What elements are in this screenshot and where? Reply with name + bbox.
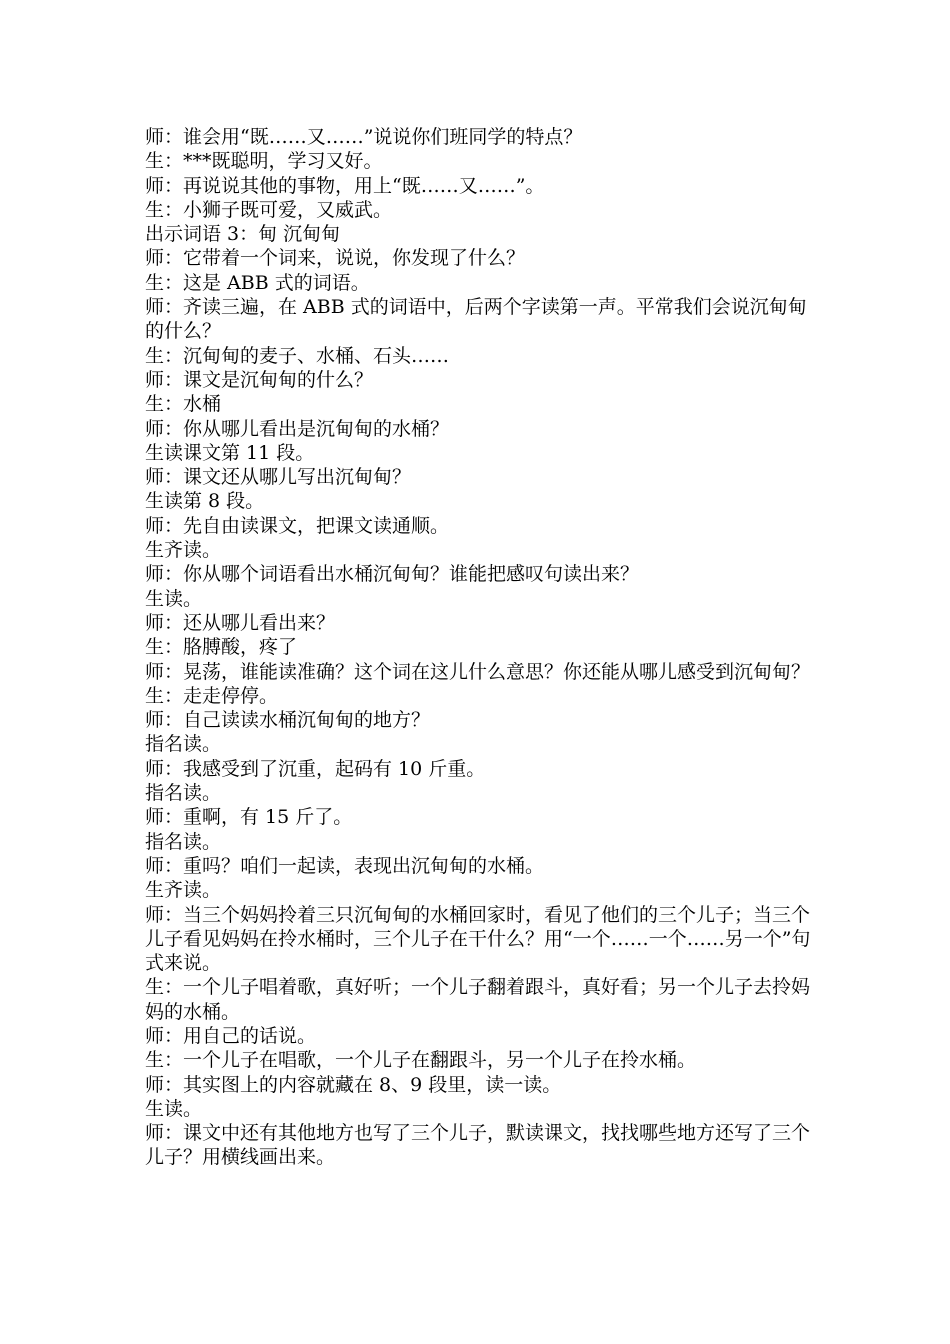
paragraph: 师：当三个妈妈拎着三只沉甸甸的水桶回家时，看见了他们的三个儿子；当三个儿子看见妈妈在拎水桶时，三个儿子在干什么？用“一个……一个……另一个”句式来说。 <box>145 903 811 975</box>
paragraph: 生读课文第 11 段。 <box>145 441 315 464</box>
paragraph: 师：晃荡，谁能读准确？这个词在这儿什么意思？你还能从哪儿感受到沉甸甸？ <box>145 660 811 683</box>
paragraph: 师：齐读三遍，在 ABB 式的词语中，后两个字读第一声。平常我们会说沉甸甸的什么？ <box>145 296 807 343</box>
paragraph: 师：课文是沉甸甸的什么？ <box>145 368 374 391</box>
paragraph: 师：重吗？咱们一起读，表现出沉甸甸的水桶。 <box>145 854 545 877</box>
paragraph: 师：其实图上的内容就藏在 8、9 段里，读一读。 <box>145 1073 562 1096</box>
paragraph: 师：我感受到了沉重，起码有 10 斤重。 <box>145 757 486 780</box>
paragraph: 生读第 8 段。 <box>145 490 265 513</box>
paragraph: 师：谁会用“既……又……”说说你们班同学的特点？ <box>145 126 583 148</box>
paragraph: 师：再说说其他的事物，用上“既……又……”。 <box>145 174 545 197</box>
paragraph: 师：先自由读课文，把课文读通顺。 <box>145 514 450 537</box>
paragraph: 师：用自己的话说。 <box>145 1024 317 1047</box>
paragraph: 生读。 <box>145 587 203 610</box>
paragraph: 生：沉甸甸的麦子、水桶、石头…… <box>145 344 450 367</box>
paragraph: 生：这是 ABB 式的词语。 <box>145 271 370 294</box>
paragraph: 生：一个儿子唱着歌，真好听；一个儿子翻着跟斗，真好看；另一个儿子去拎妈妈的水桶。 <box>145 976 811 1023</box>
paragraph: 指名读。 <box>145 782 222 805</box>
paragraph: 师：你从哪个词语看出水桶沉甸甸？谁能把感叹句读出来？ <box>145 563 640 586</box>
paragraph: 师：自己读读水桶沉甸甸的地方？ <box>145 709 431 732</box>
paragraph: 生齐读。 <box>145 879 222 902</box>
paragraph: 师：还从哪儿看出来？ <box>145 611 336 634</box>
paragraph: 生：***既聪明，学习又好。 <box>145 150 383 173</box>
paragraph: 师：它带着一个词来，说说，你发现了什么？ <box>145 247 526 270</box>
paragraph: 师：课文还从哪儿写出沉甸甸？ <box>145 466 412 489</box>
paragraph: 师：你从哪儿看出是沉甸甸的水桶？ <box>145 417 450 440</box>
paragraph: 生：胳膊酸，疼了 <box>145 636 298 659</box>
paragraph: 出示词语 3：甸 沉甸甸 <box>145 223 341 246</box>
paragraph: 生：小狮子既可爱，又威武。 <box>145 198 393 221</box>
paragraph: 指名读。 <box>145 830 222 853</box>
paragraph: 生读。 <box>145 1097 203 1120</box>
paragraph: 师：课文中还有其他地方也写了三个儿子，默读课文，找找哪些地方还写了三个儿子？用横线画出来。 <box>145 1122 811 1169</box>
paragraph: 生齐读。 <box>145 539 222 562</box>
paragraph: 指名读。 <box>145 733 222 756</box>
paragraph: 生：走走停停。 <box>145 684 279 707</box>
paragraph: 生：水桶 <box>145 393 222 416</box>
paragraph: 生：一个儿子在唱歌，一个儿子在翻跟斗，另一个儿子在拎水桶。 <box>145 1049 697 1072</box>
paragraph: 师：重啊，有 15 斤了。 <box>145 806 353 829</box>
document-body <box>145 125 813 1170</box>
